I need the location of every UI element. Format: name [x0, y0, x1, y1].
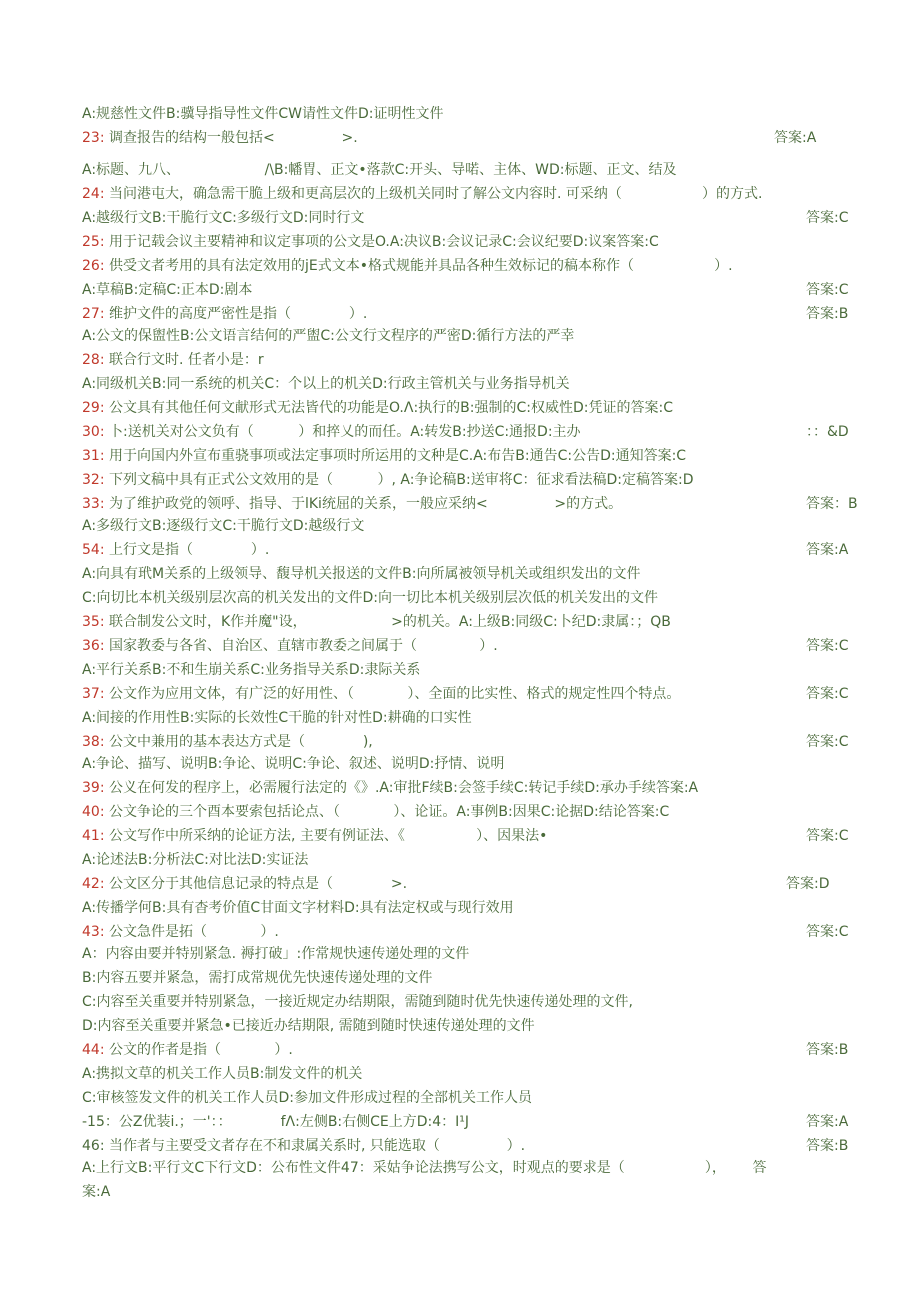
answer-label: 答案:A: [806, 542, 849, 558]
question-text: 案:A: [82, 1184, 111, 1200]
text-line: [82, 588, 658, 608]
question-text: 上行文是指（ ）.: [104, 542, 270, 558]
text-line: [82, 350, 264, 370]
text-line: [82, 968, 432, 988]
text-line: [82, 1112, 469, 1132]
question-text: A:论述法B:分析法C:对比法D:实证法: [82, 852, 309, 868]
question-text: A:传播学何B:具有杳考价值C甘面文字材料D:具有法定权或与现行效用: [82, 900, 514, 916]
text-line: [82, 398, 673, 418]
question-text: A:同级机关B:同一系统的机关C：个以上的机关D:行政主管机关与业务指导机关: [82, 376, 570, 392]
question-number: 25:: [82, 234, 105, 250]
question-number: 24:: [82, 186, 105, 202]
question-number: 42:: [82, 876, 105, 892]
text-line: [82, 1016, 535, 1036]
text-line: [82, 898, 514, 918]
question-number: 35:: [82, 614, 105, 630]
question-text: A:向具有玳M关系的上级领导、馥导机关报送的文件B:向所属被领导机关或组织发出的文件: [82, 566, 641, 582]
text-line: [82, 1064, 362, 1084]
text-line: [82, 1088, 532, 1108]
text-line: [82, 922, 279, 942]
text-line: [82, 516, 364, 536]
text-line: [82, 326, 574, 346]
text-line: [82, 636, 498, 656]
question-text: A:草稿B:定稿C:正本D:剧本: [82, 282, 253, 298]
text-line: [82, 660, 420, 680]
question-text: 调查报告的结构一般包括< >.: [104, 130, 358, 146]
question-text: C:内容至关重要并特别紧急，一接近规定办结期限，需随到随时优先快速传递处理的文件,: [82, 994, 633, 1010]
question-text: 公文中兼用的基本表达方式是（ ),: [104, 734, 373, 750]
question-number: 23:: [82, 130, 105, 146]
text-line: [82, 850, 308, 870]
question-text: A:标题、九八、 /\B:幡胃、正文•落款C:开头、导喏、主体、WD:标题、正文、结及: [82, 162, 677, 178]
text-line: [82, 1182, 110, 1202]
text-line: [82, 992, 633, 1012]
question-number: 54:: [82, 542, 105, 558]
text-line: [82, 160, 676, 180]
answer-label: 答案:A: [774, 130, 817, 146]
answer-label: 答案:B: [806, 306, 849, 322]
text-line: [82, 422, 581, 442]
question-text: 当问港屯大，确急需干脆上级和更高层次的上级机关同时了解公文内容时. 可采纳（ ）的方式.: [104, 186, 763, 202]
text-line: [82, 802, 669, 822]
answer-label: 答案:C: [806, 924, 849, 940]
question-text: B:内容五要并紧急，需打成常规优先快速传递处理的文件: [82, 970, 433, 986]
question-text: 公文具有其他任何文献形式无法皆代的功能是O.Λ:执行的B:强制的C:权威性D:凭证的答案:C: [104, 400, 673, 416]
question-number: 31:: [82, 448, 105, 464]
question-text: 公文写作中所采纳的论证方法, 主要有例证法、《 ）、因果法•: [104, 828, 548, 844]
answer-label: 答案:C: [806, 638, 849, 654]
text-line: [82, 208, 364, 228]
answer-label: ：：&D: [806, 424, 849, 440]
question-number: 33:: [82, 496, 105, 512]
question-text: A:公文的保盥性B:公文语言结何的严盥C:公文行文程序的严密D:循行方法的严幸: [82, 328, 575, 344]
question-text: 用于记载会议主要精神和议定事项的公文是O.A:决议B:会议记录C:会议纪要D:议案答案:C: [104, 234, 659, 250]
question-number: 38:: [82, 734, 105, 750]
question-text: A:间接的作用性B:实际的长效性C干脆的针对性D:耕确的口实性: [82, 710, 472, 726]
question-number: 32:: [82, 472, 105, 488]
text-line: [82, 754, 504, 774]
question-text: 国家教委与各省、自治区、直辖市教委之间属于（ ）.: [104, 638, 498, 654]
text-line: [82, 304, 367, 324]
question-text: 为了维护政党的领呼、指导、于lKi统屈的关系，一般应采纳< >的方式。: [104, 496, 623, 512]
text-line: [82, 184, 762, 204]
question-number: 40:: [82, 804, 105, 820]
question-number: 30:: [82, 424, 105, 440]
question-number: 28:: [82, 352, 105, 368]
question-number: 27:: [82, 306, 105, 322]
text-line: [82, 104, 443, 124]
question-number: 43:: [82, 924, 105, 940]
question-text: -15：公Z优装i.；一'：： fΛ:左侧B:右侧CE上方D:4：I¹J: [82, 1114, 470, 1130]
question-text: 供受文者考用的具有法定效用的jE式文本•格式规能并具品各种生效标记的稿本称作（ ）.: [104, 258, 733, 274]
question-text: D:内容至关重要并紧急•已接近办结期限, 需随到随时快速传递处理的文件: [82, 1018, 535, 1034]
answer-label: 答案:B: [806, 1042, 849, 1058]
question-text: C:向切比本机关级别层次高的机关发出的文件D:向一切比本机关级别层次低的机关发出的文件: [82, 590, 658, 606]
text-line: [82, 708, 472, 728]
text-line: [82, 564, 640, 584]
answer-label: 答案:D: [786, 876, 830, 892]
answer-label: 答案:C: [806, 282, 849, 298]
answer-label: 答案：B: [806, 496, 858, 512]
text-line: [82, 1158, 767, 1178]
text-line: [82, 374, 570, 394]
text-line: [82, 778, 698, 798]
text-line: [82, 256, 733, 276]
text-line: [82, 684, 680, 704]
question-number: 39:: [82, 780, 105, 796]
text-line: [82, 280, 252, 300]
question-text: 公文的作者是指（ ）.: [104, 1042, 293, 1058]
question-text: A:越级行文B:干脆行文C:多级行文D:同时行文: [82, 210, 365, 226]
question-text: 公文区分于其他信息记录的特点是（ >.: [104, 876, 408, 892]
text-line: [82, 944, 469, 964]
question-text: 46: 当作者与主要受文者存在不和隶属关系时, 只能选取（ ）.: [82, 1138, 526, 1154]
answer-label: 答案:A: [806, 1114, 849, 1130]
answer-label: 答案:C: [806, 686, 849, 702]
question-number: 26:: [82, 258, 105, 274]
text-line: [82, 826, 547, 846]
question-number: 41:: [82, 828, 105, 844]
question-text: 公文作为应用文体，有广泛的好用性、（ ）、全面的比实性、格式的规定性四个特点。: [104, 686, 681, 702]
question-text: A：内容由要并特别紧急. 褥打破」:作常规快速传递处理的文件: [82, 946, 470, 962]
question-text: 卜:送机关对公文负有（ ）和捽乂的而任。A:转发B:抄送C:通报D:主办: [104, 424, 581, 440]
text-line: [82, 1136, 525, 1156]
question-text: A:上行文B:平行文C下行文D：公布性文件47：采姑争论法携写公文，时观点的要求是（ ）， 答: [82, 1160, 767, 1176]
text-line: [82, 232, 659, 252]
text-line: [82, 1040, 293, 1060]
answer-label: 答案:B: [806, 1138, 849, 1154]
question-text: 公文争论的三个酉本要索包括论点、（ ）、论证。A:事例B:因果C:论据D:结论答案:C: [104, 804, 670, 820]
text-line: [82, 494, 622, 514]
question-text: 维护文件的高度严密性是指（ ）.: [104, 306, 368, 322]
question-number: 37:: [82, 686, 105, 702]
question-number: 44:: [82, 1042, 105, 1058]
question-text: A:多级行文B:逐级行文C:干脆行文D:越级行文: [82, 518, 365, 534]
question-text: 下列文稿中具有正式公文效用的是（ ）, A:争论稿B:送审将C：征求看法稿D:定稿答案:D: [104, 472, 694, 488]
question-text: A:携拟文草的机关工作人员B:制发文件的机关: [82, 1066, 363, 1082]
text-line: [82, 128, 358, 148]
question-text: 公文急件是拓（ ）.: [104, 924, 279, 940]
text-line: [82, 446, 686, 466]
question-text: 联合制发公文时，K作并魔"设， >的机关。A:上级B:同级C:卜纪D:隶属：；QB: [104, 614, 671, 630]
answer-label: 答案:C: [806, 734, 849, 750]
text-line: [82, 470, 694, 490]
answer-label: 答案:C: [806, 828, 849, 844]
text-line: [82, 874, 407, 894]
question-text: A:争论、描写、说明B:争论、说明C:争论、叙述、说明D:抒情、说明: [82, 756, 505, 772]
question-text: A:规慈性文件B:骥导指导性文件CW请性文件D:证明性文件: [82, 106, 444, 122]
question-text: 公义在何发的程序上，必需履行法定的《》.A:审批F续B:会签手续C:转记手续D:承办手续答案:A: [104, 780, 699, 796]
question-text: A:平行关系B:不和生崩关系C:业务指导关系D:隶际关系: [82, 662, 421, 678]
answer-label: 答案:C: [806, 210, 849, 226]
question-text: C:审核签发文件的机关工作人员D:参加文件形成过程的全部机关工作人员: [82, 1090, 532, 1106]
text-line: [82, 612, 671, 632]
question-text: 联合行文时. 任者小是：r: [104, 352, 264, 368]
question-number: 29:: [82, 400, 105, 416]
text-line: [82, 540, 269, 560]
text-line: [82, 732, 373, 752]
question-text: 用于向国内外宣布重骁事项或法定事项时所运用的文种是C.A:布告B:通告C:公告D:通知答案:C: [104, 448, 687, 464]
question-number: 36:: [82, 638, 105, 654]
